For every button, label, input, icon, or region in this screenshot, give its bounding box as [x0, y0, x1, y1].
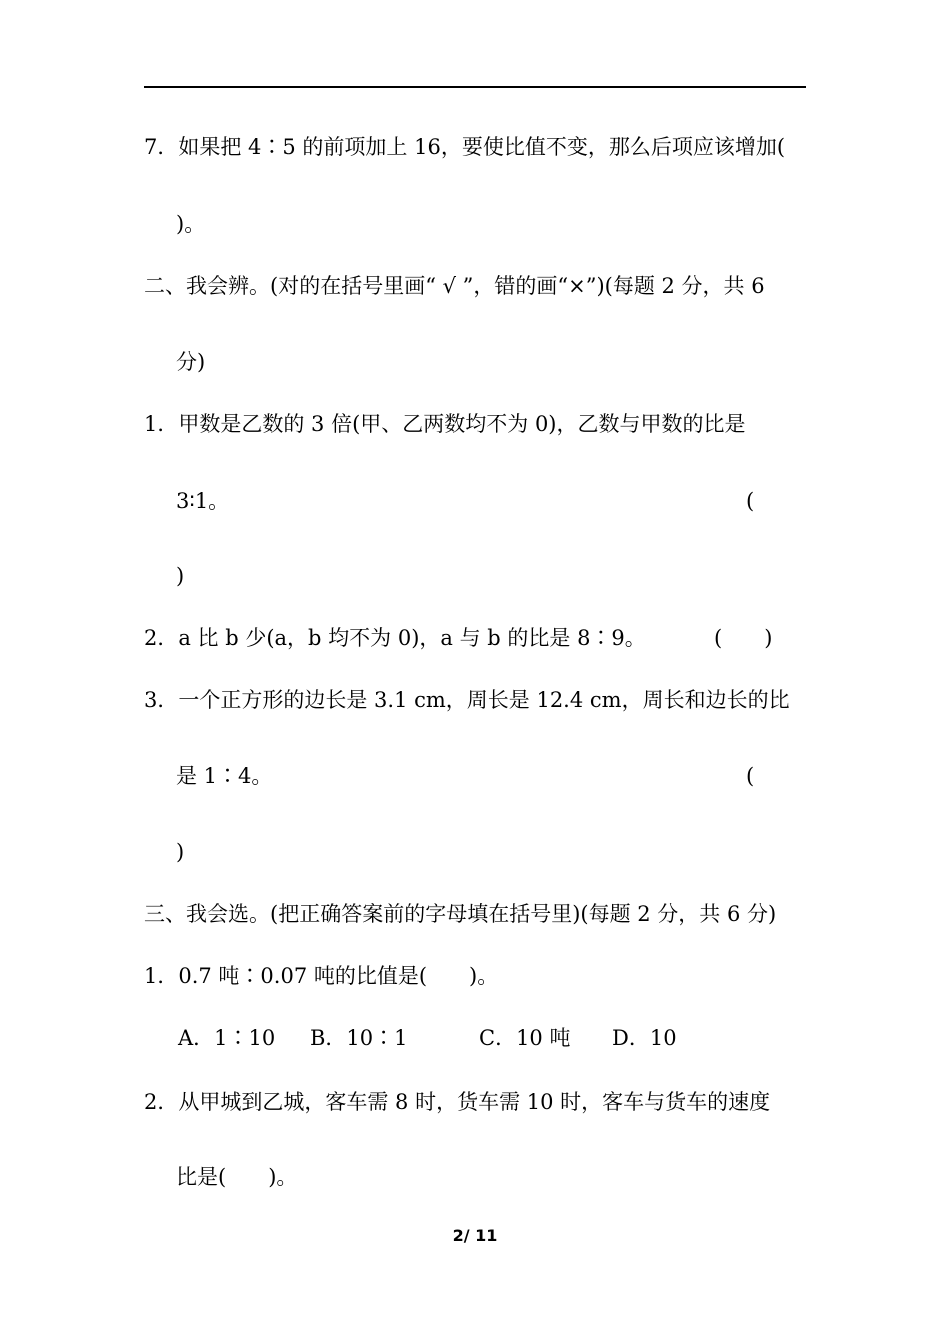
s3-q1-option-d: D．10 — [612, 1026, 677, 1050]
s2-q3-answer-paren-open: ( — [746, 764, 755, 788]
page-number: 2/ 11 — [452, 1226, 498, 1245]
s3-q1-option-a: A．1∶10 — [178, 1026, 276, 1050]
s2-q2-text: 2．a 比 b 少(a，b 均不为 0)，a 与 b 的比是 8∶9。 — [144, 626, 646, 650]
s3-q1-text: 1．0.7 吨∶0.07 吨的比值是( )。 — [144, 964, 499, 988]
header-rule — [144, 86, 806, 88]
s2-q3-line2: 是 1∶4。 — [176, 764, 273, 788]
s2-q1-line1: 1．甲数是乙数的 3 倍(甲、乙两数均不为 0)，乙数与甲数的比是 — [144, 412, 746, 436]
s2-q1-answer-paren-open: ( — [746, 489, 755, 513]
s2-q3-line1: 3．一个正方形的边长是 3.1 cm，周长是 12.4 cm，周长和边长的比 — [144, 688, 790, 712]
section2-heading-cont: 分) — [176, 350, 206, 374]
s3-q2-line2: 比是( )。 — [176, 1165, 298, 1189]
q7-line2: )。 — [176, 212, 206, 236]
s2-q3-answer-paren-close: ) — [176, 840, 185, 864]
s2-q2-answer-paren: ( ) — [714, 626, 773, 650]
s2-q1-line2: 3∶1。 — [176, 489, 230, 513]
q7-line1: 7．如果把 4∶5 的前项加上 16，要使比值不变，那么后项应该增加( — [144, 135, 786, 159]
s2-q1-answer-paren-close: ) — [176, 564, 185, 588]
s3-q1-option-c: C．10 吨 — [479, 1026, 571, 1050]
s3-q1-option-b: B．10∶1 — [310, 1026, 408, 1050]
section3-heading: 三、我会选。(把正确答案前的字母填在括号里)(每题 2 分，共 6 分) — [144, 902, 777, 926]
s3-q2-line1: 2．从甲城到乙城，客车需 8 时，货车需 10 时，客车与货车的速度 — [144, 1090, 771, 1114]
section2-heading: 二、我会辨。(对的在括号里画“ √ ”，错的画“×”)(每题 2 分，共 6 — [144, 274, 765, 298]
